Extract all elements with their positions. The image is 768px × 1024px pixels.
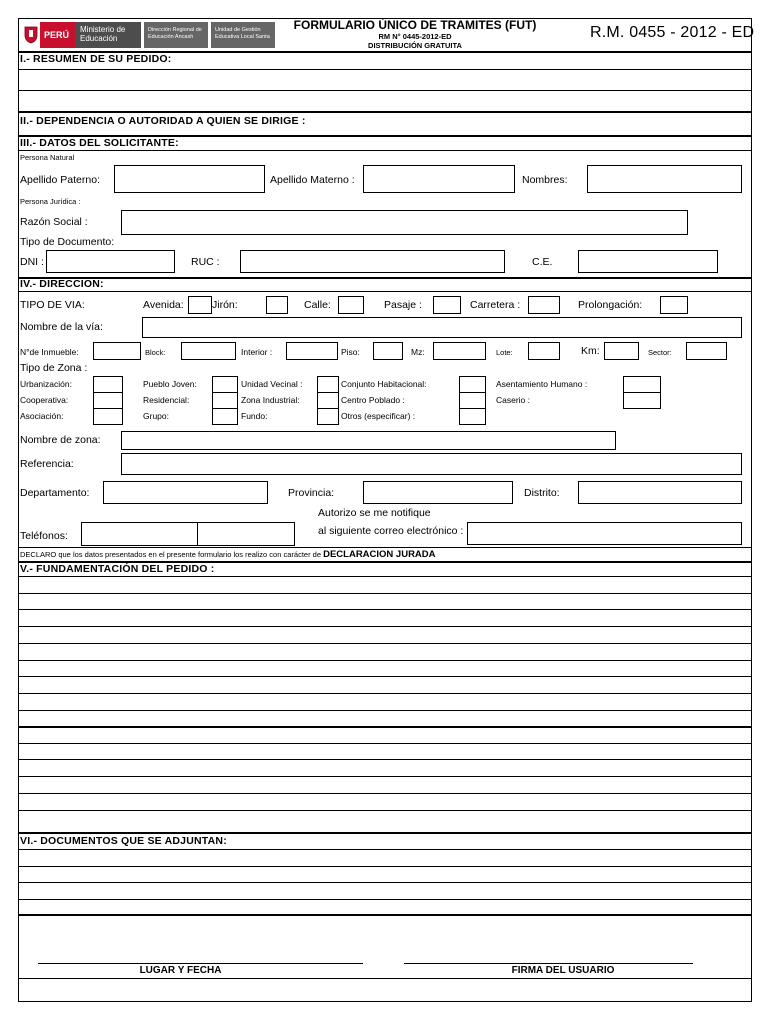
km-label: Km:: [581, 345, 600, 357]
dni-input[interactable]: [46, 250, 175, 273]
apellido-paterno-label: Apellido Paterno:: [20, 174, 100, 186]
lote-input[interactable]: [528, 342, 560, 360]
nombre-via-label: Nombre de la vía:: [20, 321, 103, 333]
divider: [19, 743, 751, 744]
firma-usuario-label: FIRMA DEL USUARIO: [511, 965, 615, 976]
form-title: FORMULARIO ÚNICO DE TRAMITES (FUT): [293, 18, 537, 32]
carretera-label: Carretera :: [470, 299, 521, 311]
nombre-zona-input[interactable]: [121, 431, 616, 450]
calle-checkbox[interactable]: [338, 296, 364, 314]
lugar-fecha-line: [38, 963, 363, 964]
fundo-label: Fundo:: [241, 411, 268, 421]
divider: [19, 111, 751, 113]
conjunto-habitacional-label: Conjunto Habitacional:: [341, 379, 427, 389]
nombres-label: Nombres:: [522, 174, 568, 186]
divider: [19, 866, 751, 867]
autorizo-label: Autorizo se me notifique: [318, 507, 431, 519]
carretera-checkbox[interactable]: [528, 296, 560, 314]
divider: [19, 69, 751, 70]
piso-input[interactable]: [373, 342, 403, 360]
referencia-input[interactable]: [121, 453, 742, 475]
nombre-zona-label: Nombre de zona:: [20, 434, 101, 446]
divider: [19, 710, 751, 711]
logo-peru: PERÚ: [40, 22, 75, 48]
km-input[interactable]: [604, 342, 639, 360]
divider: [19, 609, 751, 610]
unidad-vecinal-checkbox[interactable]: [317, 376, 339, 393]
pueblo-joven-checkbox[interactable]: [212, 376, 238, 393]
divider: [19, 832, 751, 834]
ruc-input[interactable]: [240, 250, 505, 273]
divider: [19, 626, 751, 627]
institution-logos: [22, 22, 275, 48]
departamento-input[interactable]: [103, 481, 268, 504]
inmueble-label: N°de Inmueble:: [20, 347, 79, 357]
divider: [19, 150, 751, 151]
fundo-checkbox[interactable]: [317, 408, 339, 425]
calle-label: Calle:: [304, 299, 331, 311]
prolongacion-checkbox[interactable]: [660, 296, 688, 314]
zona-industrial-label: Zona Industrial:: [241, 395, 300, 405]
block-label: Block:: [145, 348, 166, 357]
declaracion-jurada: DECLARACION JURADA: [323, 549, 436, 560]
avenida-label: Avenida:: [143, 299, 184, 311]
divider: [19, 291, 751, 292]
section-4-title: IV.- DIRECCION:: [20, 278, 104, 290]
logo-ugel: Unidad de Gestión Educativa Local Santa: [211, 22, 275, 48]
conjunto-habitacional-checkbox[interactable]: [459, 376, 486, 393]
tipo-via-label: TIPO DE VIA:: [20, 299, 85, 311]
lote-label: Lote:: [496, 348, 513, 357]
persona-natural-label: Persona Natural: [20, 153, 75, 162]
distrito-input[interactable]: [578, 481, 742, 504]
pasaje-label: Pasaje :: [384, 299, 422, 311]
distribution-note: DISTRIBUCIÓN GRATUITA: [368, 41, 462, 50]
divider: [19, 576, 751, 577]
asentamiento-humano-label: Asentamiento Humano :: [496, 379, 588, 389]
correo-input[interactable]: [467, 522, 742, 545]
piso-label: Piso:: [341, 347, 360, 357]
otros-label: Otros (especificar) :: [341, 411, 416, 421]
divider: [19, 277, 751, 279]
divider: [19, 882, 751, 883]
pueblo-joven-label: Pueblo Joven:: [143, 379, 197, 389]
provincia-label: Provincia:: [288, 487, 335, 499]
interior-input[interactable]: [286, 342, 338, 360]
referencia-label: Referencia:: [20, 458, 74, 470]
razon-social-input[interactable]: [121, 210, 688, 235]
divider: [19, 593, 751, 594]
persona-juridica-label: Persona Jurídica :: [20, 197, 81, 206]
sector-label: Sector:: [648, 348, 672, 357]
section-2-title: II.- DEPENDENCIA O AUTORIDAD A QUIEN SE DIRIGE :: [20, 115, 306, 127]
section-1-title: I.- RESUMEN DE SU PEDIDO:: [20, 53, 172, 65]
telefono-2-input[interactable]: [197, 522, 295, 546]
caserio-checkbox[interactable]: [623, 392, 661, 409]
pasaje-checkbox[interactable]: [433, 296, 461, 314]
section-6-title: VI.- DOCUMENTOS QUE SE ADJUNTAN:: [20, 835, 227, 847]
rm-number: R.M. 0455 - 2012 - ED: [590, 24, 755, 41]
divider: [19, 810, 751, 811]
divider: [19, 899, 751, 900]
divider: [19, 849, 751, 850]
coat-of-arms-icon: [22, 22, 40, 48]
divider: [19, 726, 751, 728]
jiron-label: Jirón:: [212, 299, 238, 311]
prolongacion-label: Prolongación:: [578, 299, 643, 311]
divider: [19, 776, 751, 777]
otros-checkbox[interactable]: [459, 408, 486, 425]
divider: [19, 660, 751, 661]
inmueble-input[interactable]: [93, 342, 141, 360]
form-title-block: [270, 18, 560, 50]
mz-label: Mz:: [411, 347, 425, 357]
mz-input[interactable]: [433, 342, 486, 360]
logo-ministry: Ministerio de Educación: [75, 22, 141, 48]
cooperativa-label: Cooperativa:: [20, 395, 69, 405]
residencial-checkbox[interactable]: [212, 392, 238, 409]
ruc-label: RUC :: [191, 256, 220, 268]
grupo-checkbox[interactable]: [212, 408, 238, 425]
nombre-via-input[interactable]: [142, 317, 742, 338]
section-5-title: V.- FUNDAMENTACIÓN DEL PEDIDO :: [20, 563, 215, 575]
divider: [19, 676, 751, 677]
logo-region: Dirección Regional de Educación Ancash: [144, 22, 208, 48]
lugar-fecha-label: LUGAR Y FECHA: [139, 965, 222, 976]
apellido-paterno-input[interactable]: [114, 165, 265, 193]
sector-input[interactable]: [686, 342, 727, 360]
nombres-input[interactable]: [587, 165, 742, 193]
urbanizacion-checkbox[interactable]: [93, 376, 123, 393]
telefono-1-input[interactable]: [81, 522, 198, 546]
divider: [19, 547, 751, 548]
tipo-zona-label: Tipo de Zona :: [20, 362, 88, 374]
firma-line: [404, 963, 693, 964]
dni-label: DNI :: [20, 256, 44, 268]
declaracion-text: [20, 549, 436, 561]
apellido-materno-label: Apellido Materno :: [270, 174, 355, 186]
avenida-checkbox[interactable]: [188, 296, 212, 314]
residencial-label: Residencial:: [143, 395, 190, 405]
unidad-vecinal-label: Unidad Vecinal :: [241, 379, 303, 389]
asociacion-checkbox[interactable]: [93, 408, 123, 425]
asociacion-label: Asociación:: [20, 411, 64, 421]
correo-label: al siguiente correo electrónico :: [318, 525, 464, 537]
interior-label: Interior :: [241, 347, 273, 357]
departamento-label: Departamento:: [20, 487, 90, 499]
divider: [19, 978, 751, 979]
telefonos-label: Teléfonos:: [20, 530, 68, 542]
zona-industrial-checkbox[interactable]: [317, 392, 339, 409]
centro-poblado-label: Centro Poblado :: [341, 395, 405, 405]
rm-small: RM N° 0445-2012-ED: [378, 32, 452, 41]
apellido-materno-input[interactable]: [363, 165, 515, 193]
divider: [19, 693, 751, 694]
ce-label: C.E.: [532, 256, 553, 268]
declaracion-prefix: DECLARO que los datos presentados en el presente formulario los realizo con carácter de: [20, 550, 321, 559]
section-3-title: III.- DATOS DEL SOLICITANTE:: [20, 137, 179, 149]
divider: [19, 759, 751, 760]
divider: [19, 914, 751, 916]
urbanizacion-label: Urbanización:: [20, 379, 72, 389]
divider: [19, 90, 751, 91]
caserio-label: Caserio :: [496, 395, 531, 405]
cooperativa-checkbox[interactable]: [93, 392, 123, 409]
jiron-checkbox[interactable]: [266, 296, 288, 314]
distrito-label: Distrito:: [524, 487, 560, 499]
tipo-documento-label: Tipo de Documento:: [20, 236, 115, 248]
provincia-input[interactable]: [363, 481, 513, 504]
centro-poblado-checkbox[interactable]: [459, 392, 486, 409]
divider: [19, 793, 751, 794]
block-input[interactable]: [181, 342, 236, 360]
ce-input[interactable]: [578, 250, 718, 273]
grupo-label: Grupo:: [143, 411, 169, 421]
razon-social-label: Razón Social :: [20, 216, 88, 228]
divider: [19, 643, 751, 644]
asentamiento-humano-checkbox[interactable]: [623, 376, 661, 393]
